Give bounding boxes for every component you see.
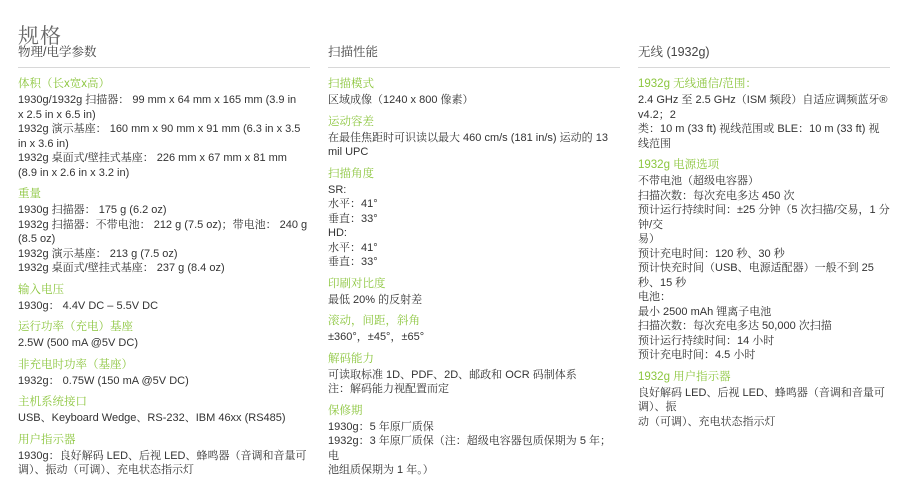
spec-label: 输入电压 (18, 283, 64, 296)
spec-group (638, 77, 890, 151)
spec-group (18, 395, 310, 426)
spec-line: 2.5W (500 mA @5V DC) (18, 337, 138, 349)
spec-line: 类：10 m (33 ft) 视线范围或 BLE：10 m (33 ft) 视线范围 (638, 123, 880, 150)
spec-line: 不带电池（超级电容器） (638, 175, 759, 187)
spec-line: 1932g 扫描器：不带电池： 212 g (7.5 oz)；带电池： 240 g (18, 218, 308, 231)
spec-line: 在最佳焦距时可识读以最大 460 cm/s (181 in/s) 运动的 13 (328, 131, 608, 144)
spec-column-physical (18, 42, 328, 485)
spec-line: 易） (638, 233, 660, 245)
spec-label: 滚动，间距，斜角 (328, 315, 420, 327)
spec-line: 垂直：33° (328, 212, 378, 225)
spec-line: 1932g： 0.75W (150 mA @5V DC) (18, 374, 189, 387)
spec-line: (8.9 in x 2.6 in x 3.2 in) (18, 166, 130, 179)
spec-line: (8.5 oz) (18, 233, 56, 245)
spec-group (18, 320, 310, 351)
spec-value (328, 420, 620, 478)
spec-line: 2.4 GHz 至 2.5 GHz（ISM 频段）自适应调频蓝牙® v4.2；2 (638, 94, 888, 121)
column-heading: 物理/电学参数 (18, 42, 310, 68)
spec-group (328, 277, 620, 308)
spec-line: 1930g：良好解码 LED、后视 LED、蜂鸣器（音调和音量可 (18, 449, 307, 462)
column-heading: 扫描性能 (328, 42, 620, 68)
spec-value (638, 174, 890, 363)
spec-group (328, 314, 620, 345)
spec-label: 保修期 (328, 404, 363, 417)
spec-label: 主机系统接口 (18, 396, 87, 408)
spec-group (18, 77, 310, 180)
spec-line: 1932g 桌面式/壁挂式基座： 226 mm x 67 mm x 81 mm (18, 152, 287, 164)
spec-label: 1932g 无线通信/范围： (638, 78, 757, 90)
spec-column-scan-performance (328, 42, 638, 485)
spec-columns (18, 42, 908, 485)
spec-line: 1932g 演示基座： 213 g (7.5 oz) (18, 247, 178, 260)
spec-line: ±360°，±45°，±65° (328, 331, 425, 343)
spec-line: 1932g：3 年原厂质保（注：超级电容器包质保期为 5 年；电 (328, 435, 611, 462)
spec-value (328, 131, 620, 160)
spec-line: 预计运行持续时间：14 小时 (638, 334, 775, 347)
spec-label: 运行功率（充电）基座 (18, 321, 133, 333)
spec-value (638, 386, 890, 430)
spec-line: 水平：41° (328, 241, 378, 254)
spec-line: 扫描次数：每次充电多达 450 次 (638, 189, 795, 202)
page-title: 规格 (18, 25, 62, 49)
spec-group (18, 187, 310, 276)
spec-line: 动（可调）、充电状态指示灯 (638, 415, 776, 428)
spec-line: mil UPC (328, 146, 369, 158)
spec-line: 扫描次数：每次充电多达 50,000 次扫描 (638, 320, 832, 332)
spec-line: SR: (328, 183, 347, 196)
spec-label: 印刷对比度 (328, 277, 386, 290)
spec-group (328, 352, 620, 397)
spec-value (328, 293, 620, 308)
spec-group (638, 370, 890, 430)
spec-label: 解码能力 (328, 352, 374, 365)
spec-line: 1930g：5 年原厂质保 (328, 420, 434, 433)
spec-label: 扫描模式 (328, 78, 374, 90)
spec-group (18, 433, 310, 478)
spec-line: 1932g 桌面式/壁挂式基座： 237 g (8.4 oz) (18, 262, 225, 274)
spec-line: 电池： (638, 291, 671, 303)
spec-line: 1930g 扫描器： 175 g (6.2 oz) (18, 204, 167, 216)
spec-line: 水平：41° (328, 198, 378, 210)
spec-group (328, 115, 620, 160)
spec-line: USB、Keyboard Wedge、RS-232、IBM 46xx (RS485) (18, 412, 286, 424)
spec-line: 预计快充时间（USB、电源适配器）一般不到 25 秒、15 秒 (638, 262, 874, 289)
spec-line: 1932g 演示基座： 160 mm x 90 mm x 91 mm (6.3 in x 3.5 (18, 123, 301, 135)
spec-value (18, 203, 310, 276)
spec-line: in x 3.6 in) (18, 137, 69, 150)
spec-label: 非充电时功率（基座） (18, 358, 133, 371)
spec-group (638, 158, 890, 363)
column-heading: 无线 (1932g) (638, 42, 890, 68)
spec-group (328, 77, 620, 108)
spec-label: 体积（长x宽x高） (18, 78, 110, 90)
spec-value (18, 336, 310, 351)
spec-value (18, 374, 310, 389)
spec-line: x 2.5 in x 6.5 in) (18, 108, 96, 121)
spec-line: 池组质保期为 1 年。） (328, 464, 434, 476)
spec-label: 1932g 电源选项 (638, 159, 720, 171)
spec-line: 区域成像（1240 x 800 像素） (328, 94, 474, 106)
spec-group (328, 167, 620, 270)
spec-label: 运动容差 (328, 115, 374, 128)
spec-label: 扫描角度 (328, 167, 374, 180)
spec-value (328, 93, 620, 108)
spec-line: 预计运行持续时间：±25 分钟（5 次扫描/交易，1 分钟/交 (638, 204, 890, 231)
spec-label: 用户指示器 (18, 433, 76, 446)
spec-line: 良好解码 LED、后视 LED、蜂鸣器（音调和音量可调）、振 (638, 386, 885, 413)
spec-value (18, 411, 310, 426)
spec-line: 预计充电时间：4.5 小时 (638, 349, 756, 361)
spec-value (328, 183, 620, 270)
spec-line: 1930g： 4.4V DC – 5.5V DC (18, 299, 159, 312)
spec-value (18, 299, 310, 314)
spec-value (328, 330, 620, 345)
spec-line: 可读取标准 1D、PDF、2D、邮政和 OCR 码制体系 (328, 368, 577, 381)
spec-group (18, 358, 310, 389)
spec-column-wireless (638, 42, 908, 485)
spec-line: 最小 2500 mAh 锂离子电池 (638, 305, 772, 318)
spec-line: 调）、振动（可调）、充电状态指示灯 (18, 464, 194, 476)
spec-value (18, 449, 310, 478)
spec-label: 1932g 用户指示器 (638, 370, 731, 383)
spec-line: 垂直：33° (328, 256, 378, 268)
spec-line: HD: (328, 227, 347, 239)
spec-line: 预计充电时间：120 秒、30 秒 (638, 247, 785, 260)
spec-value (328, 368, 620, 397)
spec-label: 重量 (18, 188, 41, 200)
spec-group (18, 283, 310, 314)
spec-group (328, 404, 620, 478)
spec-line: 最低 20% 的反射差 (328, 293, 423, 306)
spec-line: 1930g/1932g 扫描器： 99 mm x 64 mm x 165 mm (3.9 in (18, 94, 297, 106)
spec-value (18, 93, 310, 180)
spec-line: 注：解码能力视配置而定 (328, 383, 449, 395)
spec-value (638, 93, 890, 151)
